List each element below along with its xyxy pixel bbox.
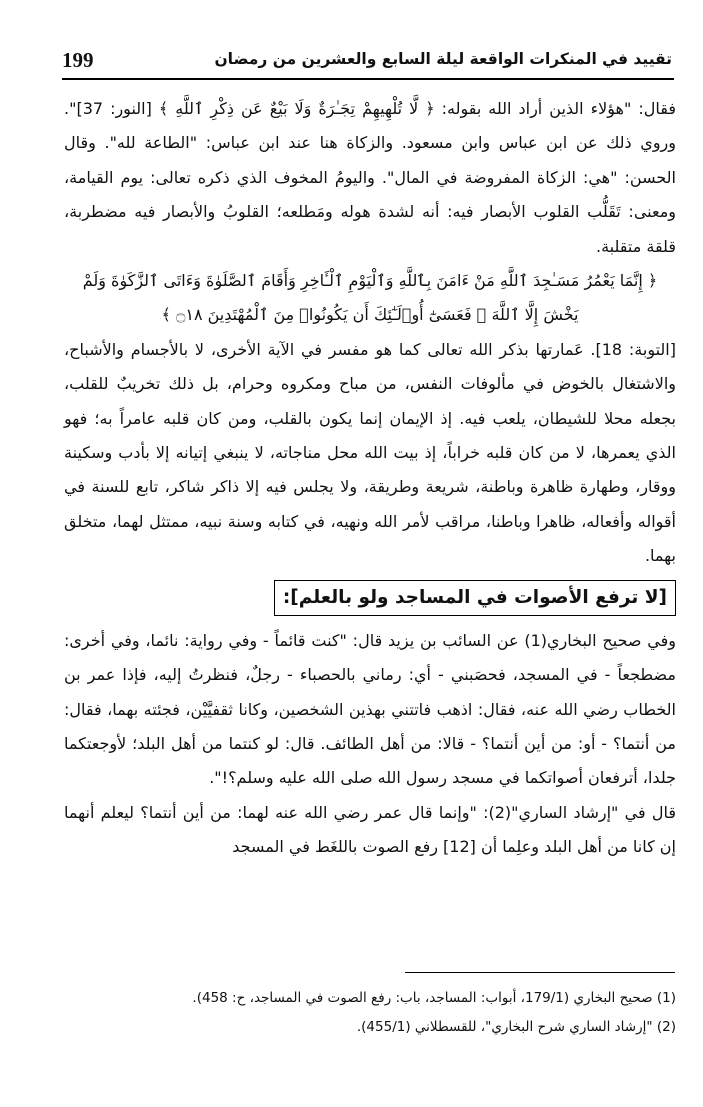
section-heading-text: [لا ترفع الأصوات في المساجد ولو بالعلم]:	[274, 580, 676, 616]
paragraph-2: [التوبة: 18]. عَمارتها بذكر الله تعالى كما هو مفسر في الآية الأخرى، لا بالأجسام والأشباح، والاشتغال بالخوض في مألوفات النفس، من مباح ومكروه وحرام، بل ذلك تخريبٌ للقلب، بجعله محلا للشيطان، يلعب فيه. إذ الإيمان إنما يكون بالقلب، ومن كان قلبه عامراً به؛ فهو الذي يعمرها، لا من كان قلبه خراباً، إذ بيت الله محل مناجاته، لا ينبغي إتيانه إلا بأدب وسكينة ووقار، وطهارة ظاهرة وباطنة، شريعة وطريقة، ولا يجلس فيه إلا ذاكر شاكر، تابع للسنة في أقواله وأفعاله، ظاهرا وباطنا، مراقب لأمر الله ونهيه، في كتابه وسنة نبيه، ممتثل لهما، متخلق بهما.	[64, 339, 676, 566]
quran-verse: ﴿ إِنَّمَا يَعْمُرُ مَسَـٰجِدَ ٱللَّهِ مَنْ ءَامَنَ بِٱللَّهِ وَٱلْيَوْمِ ٱلْـَٔاخِرِ وَأَقَامَ ٱلصَّلَوٰةَ وَءَاتَى ٱلزَّكَوٰةَ وَلَمْ يَخْشَ إِلَّا ٱللَّهَ ۖ فَعَسَىٰٓ أُو۟لَـٰٓئِكَ أَن يَكُونُوا۟ مِنَ ٱلْمُهْتَدِينَ ۝١٨ ﴾	[82, 271, 658, 325]
footnotes	[64, 984, 676, 1042]
page-number: 199	[62, 48, 94, 72]
footnote-2: (2) "إرشاد الساري شرح البخاري"، للقسطلاني (455/1).	[356, 1019, 676, 1035]
paragraph-1: فقال: "هؤلاء الذين أراد الله بقوله: ﴿ لَّا تُلْهِيهِمْ تِجَـٰرَةٌ وَلَا بَيْعٌ عَن ذِكْرِ ٱللَّهِ ﴾ [النور: 37]". وروي ذلك عن ابن عباس وابن مسعود. والزكاة هنا عند ابن عباس: "الطاعة لله". وقال الحسن: "هي: الزكاة المفروضة في المال". واليومُ المخوف الذي ذكره تعالى: يوم القيامة، ومعنى: تَقَلُّب القلوب الأبصار فيه: أنه لشدة هوله ومَطلعه؛ القلوبُ والأبصار فيه مضطربة، قلقة متقلبة.	[64, 99, 676, 256]
paragraph-4: قال في "إرشاد الساري"(2): "وإنما قال عمر رضي الله عنه لهما: من أين أنتما؟ ليعلم أنهما إن كانا من أهل البلد وعلِما أن [12] رفع الصوت باللغَط في المسجد	[64, 802, 676, 857]
main-text	[64, 92, 676, 865]
section-heading	[64, 580, 676, 616]
page-header	[62, 46, 672, 76]
paragraph-3: وفي صحيح البخاري(1) عن السائب بن يزيد قال: "كنت قائماً - وفي رواية: نائما، وفي أخرى: مضطجعاً - في المسجد، فحصَبني - أي: رماني بالحصباء - رجلٌ، فنظرتُ إليه، فإذا عمر بن الخطاب رضي الله عنه، فقال: اذهب فاتتني بهذين الشخصين، وكانا ثقفيَّيْن، فجئته بهما، فقال: من أنتما؟ - أو: من أين أنتما؟ - قالا: من أهل الطائف. قال: لو كنتما من أهل البلد؛ لأوجعتكما جلدا، أترفعان أصواتكما في مسجد رسول الله صلى الله عليه وسلم؟!".	[64, 630, 677, 788]
footnote-rule	[405, 972, 675, 973]
header-rule	[62, 78, 674, 80]
running-title: تقييد في المنكرات الواقعة ليلة السابع والعشرين من رمضان	[214, 50, 672, 68]
footnote-1: (1) صحيح البخاري (179/1، أبواب: المساجد، باب: رفع الصوت في المساجد، ح: 458).	[192, 990, 676, 1006]
